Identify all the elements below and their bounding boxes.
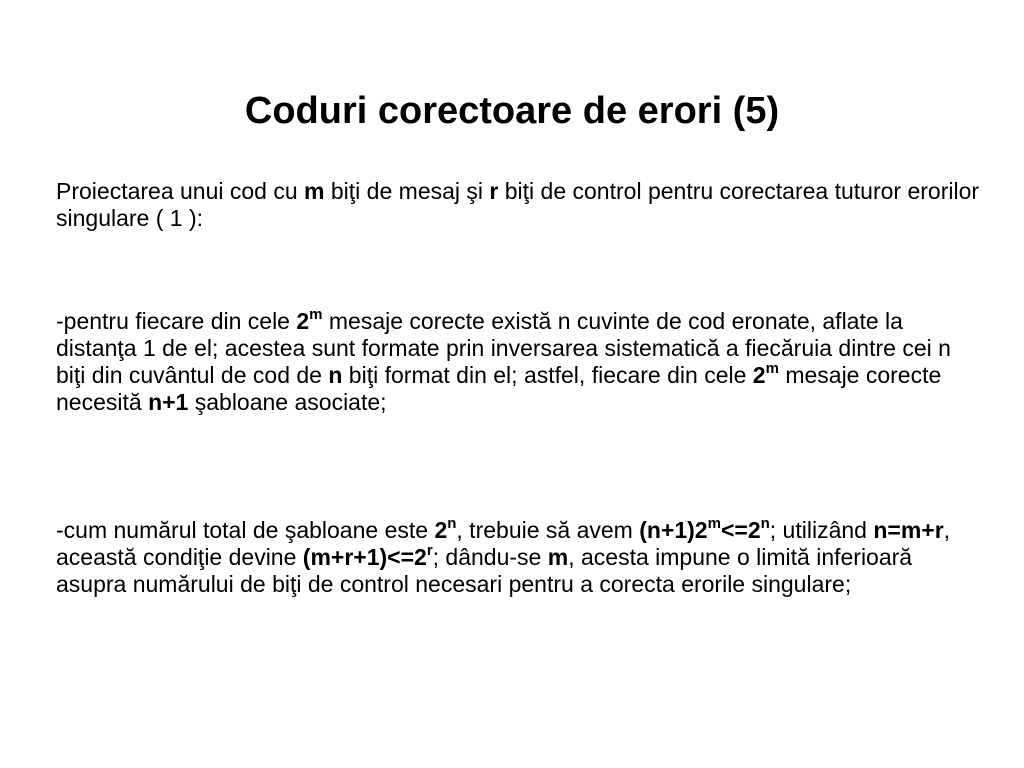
base: 2	[296, 308, 310, 334]
expr: <=2	[720, 517, 761, 543]
bold-n-equals-m-plus-r: n=m+r	[873, 517, 944, 543]
text: , trebuie să avem	[456, 517, 640, 543]
bold-m: m	[547, 544, 569, 570]
text: -cum numărul total de şabloane este	[56, 517, 435, 543]
slide-title: Coduri corectoare de erori (5)	[244, 90, 780, 132]
bold-2-power-m	[753, 362, 779, 388]
text: ; utilizând	[769, 517, 874, 543]
bold-n-plus-1: n+1	[148, 389, 189, 415]
text: mesaje corecte există n cuvinte de cod eronate, aflate la distanţa 1 de el; acestea sunt formate prin inversarea sistematică a fiecăruia dintre cei n biţi din cuvântul de cod de	[56, 308, 951, 388]
text: biţi format din el; astfel, fiecare din cele	[342, 362, 753, 388]
exponent: n	[447, 515, 457, 533]
bold-m: m	[304, 178, 325, 204]
expr: (m+r+1)<=2	[302, 544, 427, 570]
bold-n: n	[328, 362, 343, 388]
base: 2	[434, 517, 448, 543]
exponent: m	[765, 360, 779, 378]
bold-inequality-1	[639, 517, 770, 543]
paragraph-intro	[56, 178, 986, 232]
bold-r: r	[489, 178, 499, 204]
text: biţi de mesaj şi	[324, 178, 490, 204]
base: 2	[752, 362, 766, 388]
exponent: r	[426, 542, 433, 560]
text: şabloane asociate;	[188, 389, 387, 415]
text: biţi de control pentru corectarea tuturor erorilor singulare ( 1 ):	[56, 178, 980, 231]
text: , această condiţie devine	[56, 517, 951, 570]
paragraph-error-patterns	[56, 308, 986, 416]
text: , acesta impune o limită inferioară asupra numărului de biţi de control necesari pentru a corecta erorile singulare;	[56, 544, 913, 597]
exponent: m	[309, 306, 323, 324]
bold-inequality-2	[303, 544, 433, 570]
paragraph-inequality	[56, 517, 986, 598]
bold-2-power-n	[434, 517, 456, 543]
text: Proiectarea unui cod cu	[56, 178, 305, 204]
expr: (n+1)2	[639, 517, 708, 543]
text: ; dându-se	[432, 544, 548, 570]
exponent: m	[707, 515, 721, 533]
text: -pentru fiecare din cele	[56, 308, 297, 334]
bold-2-power-m	[296, 308, 322, 334]
exponent: n	[760, 515, 770, 533]
text: mesaje corecte necesită	[56, 362, 942, 415]
